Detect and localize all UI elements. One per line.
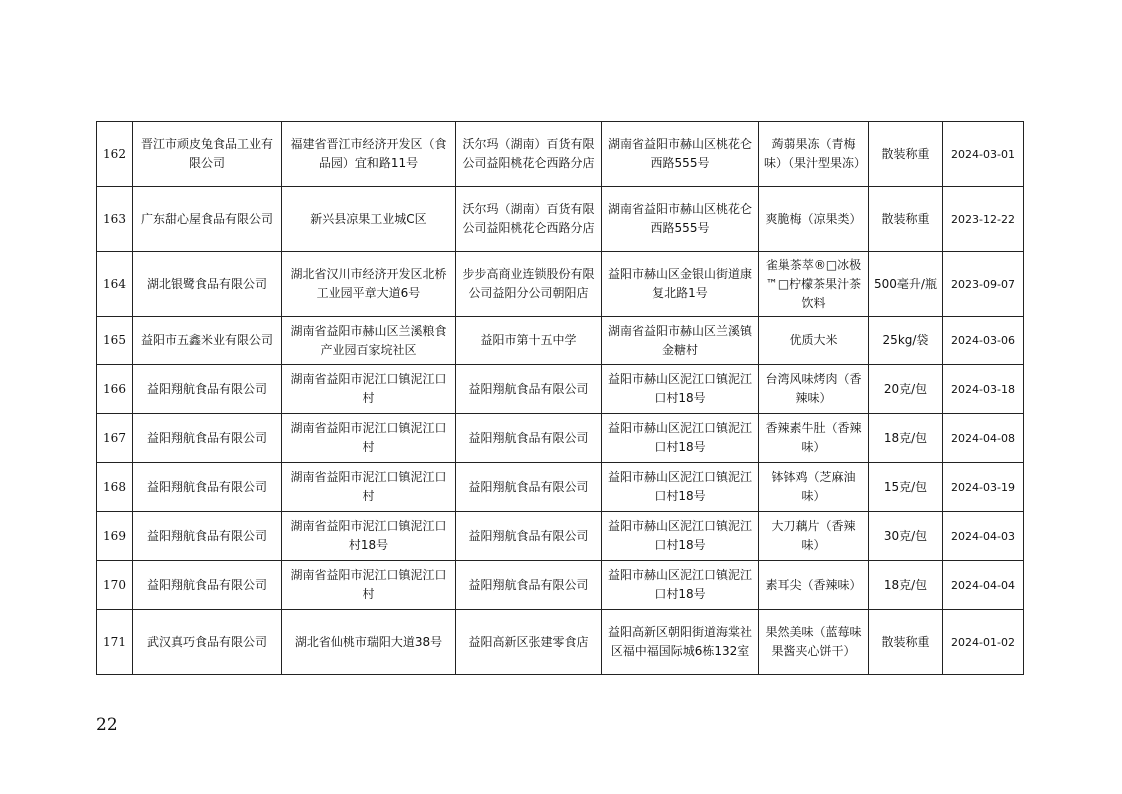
cell-producer-address: 湖南省益阳市泥江口镇泥江口村 (282, 414, 456, 463)
cell-producer-name: 武汉真巧食品有限公司 (133, 610, 282, 675)
cell-product-name: 钵钵鸡（芝麻油味） (759, 463, 869, 512)
cell-number: 168 (97, 463, 133, 512)
table-row (97, 414, 1024, 463)
cell-specification: 18克/包 (869, 561, 943, 610)
cell-producer-address: 福建省晋江市经济开发区（食品园）宜和路11号 (282, 122, 456, 187)
cell-seller-address: 益阳市赫山区泥江口镇泥江口村18号 (602, 463, 759, 512)
cell-production-date: 2024-03-19 (943, 463, 1024, 512)
table-row (97, 610, 1024, 675)
cell-production-date: 2024-03-06 (943, 317, 1024, 365)
cell-seller-address: 益阳高新区朝阳街道海棠社区福中福国际城6栋132室 (602, 610, 759, 675)
cell-producer-address: 湖南省益阳市泥江口镇泥江口村 (282, 365, 456, 414)
cell-production-date: 2024-04-04 (943, 561, 1024, 610)
cell-product-name: 蒟蒻果冻（青梅味）（果汁型果冻） (759, 122, 869, 187)
table-row (97, 512, 1024, 561)
cell-product-name: 香辣素牛肚（香辣味） (759, 414, 869, 463)
cell-production-date: 2024-04-03 (943, 512, 1024, 561)
cell-seller-name: 益阳翔航食品有限公司 (456, 463, 602, 512)
table-row (97, 122, 1024, 187)
cell-seller-name: 益阳市第十五中学 (456, 317, 602, 365)
cell-seller-address: 益阳市赫山区泥江口镇泥江口村18号 (602, 561, 759, 610)
cell-seller-name: 益阳高新区张建零食店 (456, 610, 602, 675)
cell-seller-name: 沃尔玛（湖南）百货有限公司益阳桃花仑西路分店 (456, 187, 602, 252)
cell-specification: 30克/包 (869, 512, 943, 561)
sampling-results-table (96, 121, 1024, 675)
cell-seller-address: 益阳市赫山区金银山街道康复北路1号 (602, 252, 759, 317)
cell-number: 167 (97, 414, 133, 463)
table-row (97, 317, 1024, 365)
cell-product-name: 雀巢茶萃®□冰极™□柠檬茶果汁茶饮料 (759, 252, 869, 317)
cell-production-date: 2023-12-22 (943, 187, 1024, 252)
cell-production-date: 2023-09-07 (943, 252, 1024, 317)
cell-product-name: 果然美味（蓝莓味果酱夹心饼干） (759, 610, 869, 675)
cell-seller-name: 益阳翔航食品有限公司 (456, 561, 602, 610)
cell-specification: 20克/包 (869, 365, 943, 414)
table-row (97, 365, 1024, 414)
cell-specification: 散装称重 (869, 122, 943, 187)
cell-number: 166 (97, 365, 133, 414)
page-number: 22 (96, 715, 118, 735)
cell-production-date: 2024-03-01 (943, 122, 1024, 187)
table-body (97, 122, 1024, 675)
cell-producer-name: 广东甜心屋食品有限公司 (133, 187, 282, 252)
cell-seller-name: 步步高商业连锁股份有限公司益阳分公司朝阳店 (456, 252, 602, 317)
cell-producer-address: 湖南省益阳市泥江口镇泥江口村18号 (282, 512, 456, 561)
cell-producer-name: 益阳翔航食品有限公司 (133, 512, 282, 561)
cell-product-name: 素耳尖（香辣味） (759, 561, 869, 610)
cell-specification: 散装称重 (869, 187, 943, 252)
cell-seller-address: 益阳市赫山区泥江口镇泥江口村18号 (602, 512, 759, 561)
cell-number: 169 (97, 512, 133, 561)
cell-seller-address: 益阳市赫山区泥江口镇泥江口村18号 (602, 414, 759, 463)
cell-producer-name: 益阳翔航食品有限公司 (133, 561, 282, 610)
cell-producer-address: 湖南省益阳市赫山区兰溪粮食产业园百家垸社区 (282, 317, 456, 365)
cell-seller-name: 沃尔玛（湖南）百货有限公司益阳桃花仑西路分店 (456, 122, 602, 187)
cell-producer-address: 湖南省益阳市泥江口镇泥江口村 (282, 463, 456, 512)
cell-specification: 散装称重 (869, 610, 943, 675)
cell-producer-address: 湖北省汉川市经济开发区北桥工业园平章大道6号 (282, 252, 456, 317)
cell-seller-name: 益阳翔航食品有限公司 (456, 365, 602, 414)
cell-number: 164 (97, 252, 133, 317)
cell-seller-name: 益阳翔航食品有限公司 (456, 414, 602, 463)
cell-seller-address: 湖南省益阳市赫山区桃花仑西路555号 (602, 187, 759, 252)
table-row (97, 187, 1024, 252)
cell-seller-address: 湖南省益阳市赫山区兰溪镇金糖村 (602, 317, 759, 365)
table-row (97, 252, 1024, 317)
cell-producer-name: 晋江市顽皮兔食品工业有限公司 (133, 122, 282, 187)
cell-product-name: 优质大米 (759, 317, 869, 365)
cell-producer-address: 湖北省仙桃市瑞阳大道38号 (282, 610, 456, 675)
cell-producer-name: 湖北银鹭食品有限公司 (133, 252, 282, 317)
cell-number: 171 (97, 610, 133, 675)
cell-product-name: 台湾风味烤肉（香辣味） (759, 365, 869, 414)
cell-specification: 15克/包 (869, 463, 943, 512)
cell-specification: 25kg/袋 (869, 317, 943, 365)
cell-specification: 500毫升/瓶 (869, 252, 943, 317)
cell-seller-address: 湖南省益阳市赫山区桃花仑西路555号 (602, 122, 759, 187)
cell-production-date: 2024-04-08 (943, 414, 1024, 463)
cell-production-date: 2024-03-18 (943, 365, 1024, 414)
cell-product-name: 大刀藕片（香辣味） (759, 512, 869, 561)
table-row (97, 463, 1024, 512)
cell-seller-name: 益阳翔航食品有限公司 (456, 512, 602, 561)
cell-producer-name: 益阳翔航食品有限公司 (133, 463, 282, 512)
cell-producer-address: 湖南省益阳市泥江口镇泥江口村 (282, 561, 456, 610)
cell-number: 162 (97, 122, 133, 187)
cell-number: 170 (97, 561, 133, 610)
cell-seller-address: 益阳市赫山区泥江口镇泥江口村18号 (602, 365, 759, 414)
cell-number: 163 (97, 187, 133, 252)
cell-number: 165 (97, 317, 133, 365)
cell-specification: 18克/包 (869, 414, 943, 463)
table-row (97, 561, 1024, 610)
cell-producer-name: 益阳翔航食品有限公司 (133, 414, 282, 463)
cell-product-name: 爽脆梅（凉果类） (759, 187, 869, 252)
cell-producer-name: 益阳市五鑫米业有限公司 (133, 317, 282, 365)
cell-producer-address: 新兴县凉果工业城C区 (282, 187, 456, 252)
cell-production-date: 2024-01-02 (943, 610, 1024, 675)
cell-producer-name: 益阳翔航食品有限公司 (133, 365, 282, 414)
